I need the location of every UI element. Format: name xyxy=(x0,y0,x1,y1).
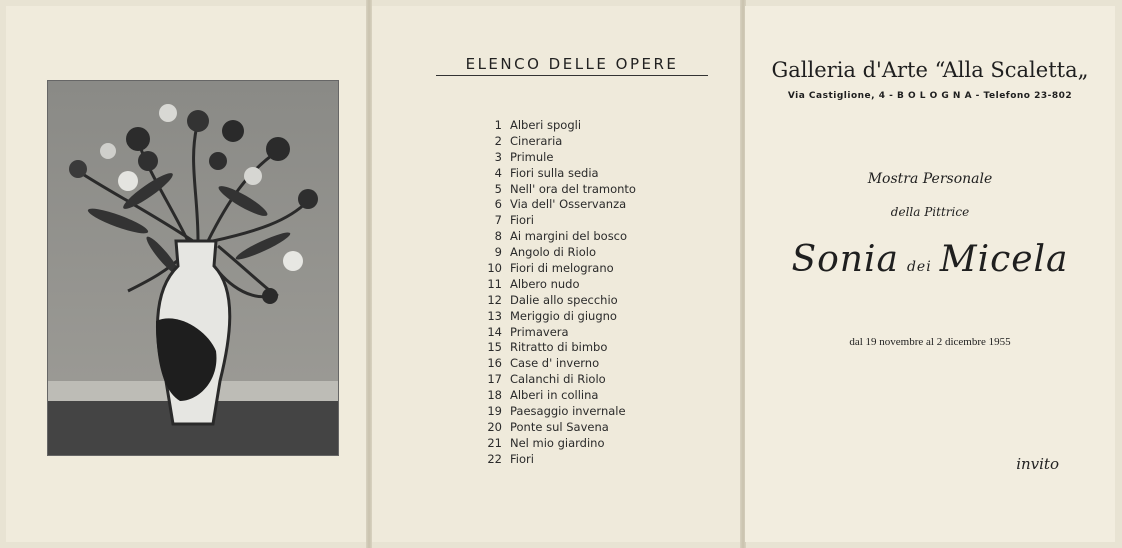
list-item xyxy=(472,277,636,293)
list-item xyxy=(472,404,636,420)
work-title: Case d' inverno xyxy=(510,356,600,371)
work-number: 9 xyxy=(494,245,502,260)
work-title: Ponte sul Savena xyxy=(510,419,609,434)
work-title: Via dell' Osservanza xyxy=(510,197,627,212)
list-item xyxy=(472,309,636,325)
work-number: 21 xyxy=(487,435,502,450)
work-title: Albero nudo xyxy=(510,276,580,291)
list-item xyxy=(472,356,636,372)
work-number: 8 xyxy=(494,229,502,244)
list-item xyxy=(472,436,636,452)
artist-last-name: Micela xyxy=(939,239,1069,280)
work-title: Primule xyxy=(510,149,554,164)
work-title: Paesaggio invernale xyxy=(510,404,626,419)
work-title: Fiori xyxy=(510,451,534,466)
work-title: Nel mio giardino xyxy=(510,435,605,450)
work-title: Fiori di melograno xyxy=(510,261,614,276)
work-number: 4 xyxy=(494,165,502,180)
work-number: 13 xyxy=(487,308,502,323)
works-list xyxy=(472,118,636,468)
work-title: Alberi in collina xyxy=(510,388,599,403)
list-item xyxy=(472,229,636,245)
work-number: 3 xyxy=(494,149,502,164)
list-item xyxy=(472,134,636,150)
work-title: Fiori sulla sedia xyxy=(510,165,599,180)
list-item xyxy=(472,372,636,388)
work-number: 19 xyxy=(487,404,502,419)
work-number: 22 xyxy=(487,451,502,466)
exhibition-dates: dal 19 novembre al 2 dicembre 1955 xyxy=(849,336,1011,348)
artist-first-name: Sonia xyxy=(791,239,899,280)
list-item xyxy=(472,213,636,229)
list-item xyxy=(472,118,636,134)
works-list-panel xyxy=(372,6,740,542)
left-panel xyxy=(6,6,366,542)
list-item xyxy=(472,420,636,436)
work-title: Fiori xyxy=(510,213,534,228)
work-number: 12 xyxy=(487,292,502,307)
work-title: Calanchi di Riolo xyxy=(510,372,606,387)
gallery-address: Via Castiglione, 4 - B O L O G N A - Telefono 23-802 xyxy=(787,91,1073,101)
work-title: Dalie allo specchio xyxy=(510,292,618,307)
work-title: Angolo di Riolo xyxy=(510,245,596,260)
work-title: Ai margini del bosco xyxy=(510,229,628,244)
work-title: Primavera xyxy=(510,324,569,339)
list-title: ELENCO DELLE OPERE xyxy=(436,55,708,76)
list-item xyxy=(472,245,636,261)
list-item xyxy=(472,293,636,309)
list-item xyxy=(472,166,636,182)
invitation-panel xyxy=(745,6,1115,542)
show-title: Mostra Personale xyxy=(867,171,993,187)
work-title: Meriggio di giugno xyxy=(510,308,617,323)
gallery-name: Galleria d'Arte “Alla Scaletta„ xyxy=(771,58,1089,82)
list-item xyxy=(472,261,636,277)
work-title: Ritratto di bimbo xyxy=(510,340,608,355)
work-number: 14 xyxy=(487,324,502,339)
work-number: 15 xyxy=(487,340,502,355)
work-title: Cineraria xyxy=(510,133,563,148)
work-number: 6 xyxy=(494,197,502,212)
list-item xyxy=(472,452,636,468)
artist-name xyxy=(745,239,1115,280)
work-number: 11 xyxy=(487,276,502,291)
invito-label: invito xyxy=(1016,455,1059,473)
list-item xyxy=(472,325,636,341)
work-number: 20 xyxy=(487,419,502,434)
work-number: 1 xyxy=(494,118,502,132)
list-item xyxy=(472,340,636,356)
work-number: 5 xyxy=(494,181,502,196)
list-item xyxy=(472,197,636,213)
artist-name-particle: dei xyxy=(906,259,932,275)
work-title: Nell' ora del tramonto xyxy=(510,181,636,196)
list-item xyxy=(472,182,636,198)
work-number: 17 xyxy=(487,372,502,387)
work-number: 10 xyxy=(487,261,502,276)
work-number: 2 xyxy=(494,133,502,148)
work-number: 7 xyxy=(494,213,502,228)
artist-label: della Pittrice xyxy=(890,205,970,219)
work-title: Alberi spogli xyxy=(510,118,582,132)
work-number: 16 xyxy=(487,356,502,371)
list-item xyxy=(472,388,636,404)
flower-painting-image xyxy=(47,80,339,456)
list-item xyxy=(472,150,636,166)
work-number: 18 xyxy=(487,388,502,403)
